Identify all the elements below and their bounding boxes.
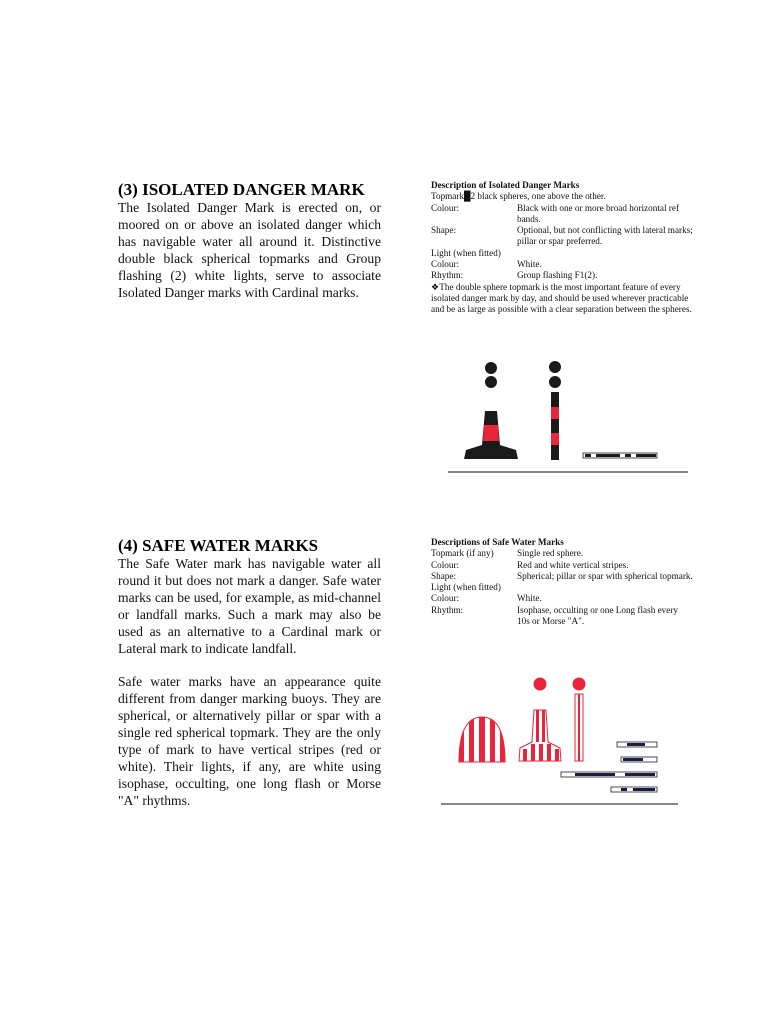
- safe-desc-topmark-row: [431, 548, 693, 559]
- safe-desc-rhythm: Isophase, occulting or one Long flash every 10s or Morse "A".: [517, 604, 678, 627]
- isolated-desc-rhythm-label: Rhythm:: [431, 270, 464, 281]
- isolated-desc-light-colour: White.: [517, 259, 542, 270]
- safe-pillar-buoy-icon: [519, 710, 561, 761]
- red-sphere-topmark: [534, 678, 547, 691]
- safe-desc-colour-label: Colour:: [431, 559, 460, 570]
- isolated-desc-light-label: Light (when fitted): [431, 247, 501, 258]
- safe-desc-colour-row: [431, 560, 693, 571]
- isolated-desc-shape-row: [431, 225, 693, 248]
- isolated-desc-rhythm: Group flashing F1(2).: [517, 270, 598, 281]
- safe-water-description: [431, 537, 693, 627]
- isolated-danger-illustration: [440, 355, 695, 475]
- safe-desc-colour: Red and white vertical stripes.: [517, 559, 629, 570]
- isolated-desc-colour-row: [431, 203, 693, 226]
- safe-desc-shape-row: [431, 571, 693, 582]
- isolated-desc-shape-label: Shape:: [431, 225, 457, 236]
- topmark-sphere-upper: [485, 362, 497, 374]
- safe-desc-topmark-label: Topmark (if any): [431, 548, 494, 559]
- topmark-sphere-lower: [485, 376, 497, 388]
- isolated-danger-paragraph: The Isolated Danger Mark is erected on, or moored on or above an isolated danger which has navigable water all around it. Distinctive double black spherical topmarks and Group flashing (2) white lights, serve to associate Isolated Danger marks with Cardinal marks.: [118, 200, 381, 300]
- safe-water-body: [118, 555, 381, 825]
- isolated-desc-colour: Black with one or more broad horizontal ref bands.: [517, 202, 680, 224]
- isolated-desc-light-colour-row: [431, 259, 693, 270]
- safe-desc-rhythm-row: [431, 605, 693, 628]
- safe-water-illustration: [435, 672, 685, 810]
- isolated-desc-shape: Optional, but not conflicting with lateral marks; pillar or spar preferred.: [517, 225, 693, 247]
- safe-desc-light-label: Light (when fitted): [431, 582, 501, 593]
- red-sphere-topmark-2: [573, 678, 586, 691]
- safe-desc-rhythm-label: Rhythm:: [431, 604, 464, 615]
- safe-water-paragraph-2: Safe water marks have an appearance quite different from danger marking buoys. They are spherical, or alternatively pillar or spar with a single red spherical topmark. They are the only type of mark to have vertical stripes (red or white). Their lights, if any, are white using isophase, occulting, one long flash or Morse "A" rhythms.: [118, 674, 381, 808]
- safe-water-heading: (4) SAFE WATER MARKS: [118, 536, 319, 555]
- safe-desc-shape: Spherical; pillar or spar with spherical topmark.: [517, 570, 693, 581]
- safe-desc-light-colour-label: Colour:: [431, 593, 460, 604]
- isolated-danger-description: [431, 180, 693, 316]
- safe-desc-light-colour: White.: [517, 593, 542, 604]
- spherical-buoy-icon: [459, 716, 505, 764]
- isolated-desc-topmark: Topmark█2 black spheres, one above the other.: [431, 191, 606, 202]
- safe-water-paragraph-1: The Safe Water mark has navigable water all round it but does not mark a danger. Safe water marks can be used, for example, as mid-channel or landfall marks. Such a mark may also be used as an alternative to a Cardinal mark or Lateral mark to indicate landfall.: [118, 556, 381, 656]
- safe-desc-topmark: Single red sphere.: [517, 548, 584, 559]
- isolated-desc-title: Description of Isolated Danger Marks: [431, 180, 580, 190]
- isolated-desc-note: ❖The double sphere topmark is the most important feature of every isolated danger mark by day, and should be used wherever practicable and be as large as possible with a clear separation between the spheres.: [431, 281, 692, 315]
- safe-desc-shape-label: Shape:: [431, 570, 457, 581]
- isolated-desc-colour-label: Colour:: [431, 202, 460, 213]
- pillar-buoy-icon: [464, 411, 518, 459]
- isolated-desc-rhythm-row: [431, 270, 693, 281]
- topmark-sphere-lower-2: [549, 376, 561, 388]
- safe-desc-light-colour-row: [431, 593, 693, 604]
- safe-spar-buoy-icon: [575, 694, 583, 761]
- topmark-sphere-upper-2: [549, 361, 561, 373]
- safe-desc-title: Descriptions of Safe Water Marks: [431, 537, 564, 547]
- spar-buoy-icon: [551, 392, 559, 460]
- isolated-danger-heading: (3) ISOLATED DANGER MARK: [118, 180, 365, 199]
- isolated-desc-light-colour-label: Colour:: [431, 259, 460, 270]
- light-rhythm-bar: [583, 453, 657, 458]
- isolated-danger-body: [118, 199, 381, 317]
